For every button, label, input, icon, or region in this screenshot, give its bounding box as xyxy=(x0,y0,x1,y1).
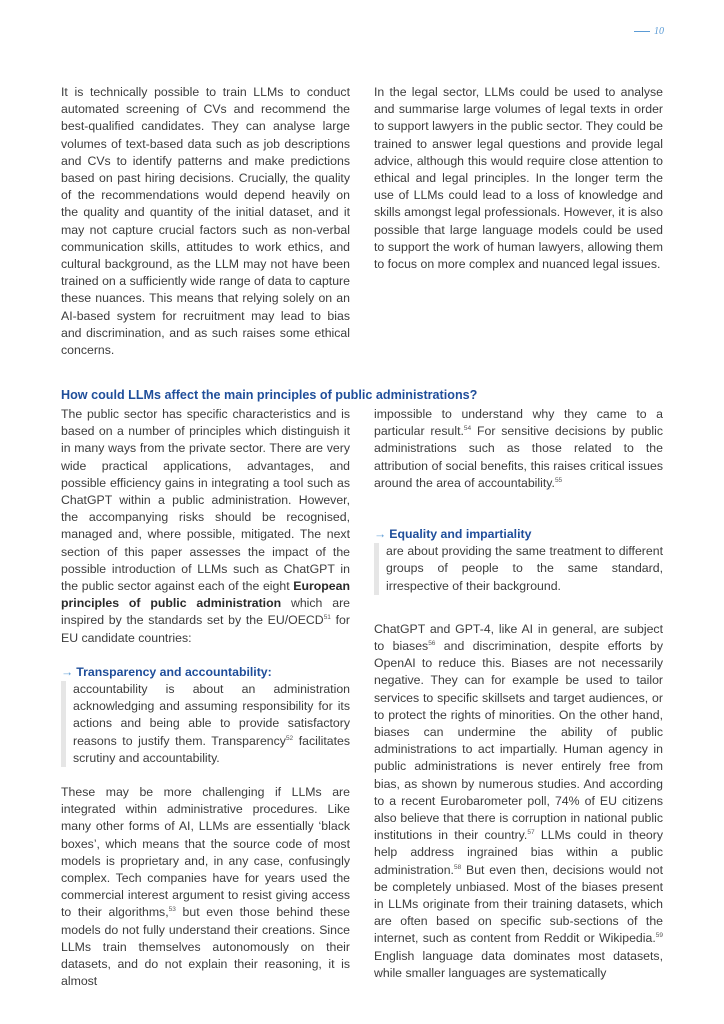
footnote-52: 52 xyxy=(285,734,294,742)
bottom-left-column xyxy=(61,406,350,991)
continuation-text: impossible to understand why they came to a particular result. xyxy=(374,407,663,439)
footnote-59: 59 xyxy=(655,932,663,940)
cv-screening-paragraph: It is technically possible to train LLMs to conduct automated screening of CVs and recommend the best-qualified candidates. They can analyse large volumes of text-based data such as job descriptions and CVs to identify patterns and make predictions based on past hiring decisions. Crucially, the quality of the recommendations would depend heavily on the quality and quantity of the initial dataset, and it may not capture crucial factors such as non-verbal communication skills, attitudes to work ethics, and cultural background, as the LLM may not have been trained on a sufficiently wide range of data to capture these nuances. This means that relying solely on an AI-based system for recruitment may lead to bias and discrimination, and as such raises some ethical concerns. xyxy=(61,85,350,358)
equality-heading xyxy=(374,526,663,543)
transparency-definition xyxy=(61,681,350,767)
intro-text-3: for EU candidate countries: xyxy=(61,613,350,645)
transparency-definition-text: accountability is about an administration acknowledging and assuming responsibility for its actions and being able to provide satisfactory reasons to justify them. Transparency xyxy=(73,682,350,748)
equality-heading-text: Equality and impartiality xyxy=(389,527,532,542)
black-box-paragraph xyxy=(61,784,350,990)
footnote-55: 55 xyxy=(554,476,563,484)
bias-text-2: and discrimination, despite efforts by OpenAI to reduce this. Biases are not necessarily negative. They can for example be used to tailor services to specific skillsets and target audiences, or to protect the rights of minorities. On the other hand, biases can undermine the ability of public administrations to act impartially. Human agency in public administrations is never entirely free from bias, as shown by numerous studies. And according to a recent Eurobarometer poll, 74% of EU citizens also believe that there is corruption in national public institutions in their country. xyxy=(374,639,664,843)
footnote-56: 56 xyxy=(428,639,436,647)
equality-definition-text: are about providing the same treatment to different groups of people to the same standard, irrespective of their background. xyxy=(386,544,663,593)
footnote-58: 58 xyxy=(453,863,462,871)
legal-sector-paragraph: In the legal sector, LLMs could be used to analyse and summarise large volumes of legal texts in order to support lawyers in the public sector. They could be trained to answer legal questions and provide legal advice, although this would require close attention to ethical and legal principles. In the longer term the use of LLMs could lead to a loss of knowledge and skills amongst legal professionals. However, it is also possible that large language models could be used to support the work of human lawyers, allowing them to focus on more complex and nuanced legal issues. xyxy=(374,85,663,272)
bottom-right-column xyxy=(374,406,663,982)
bias-text-4: But even then, decisions would not be completely unbiased. Most of the biases present in LLMs originate from their training datasets, which are often based on specific sub-sections of the internet, such as content from Reddit or Wikipedia. xyxy=(374,862,663,946)
footnote-57: 57 xyxy=(527,829,535,837)
page-number xyxy=(634,26,664,37)
black-box-text-end: but even those behind these models do not fully understand their creations. Since LLMs train themselves autonomously on their datasets, and do not explain their reasoning, it is almost xyxy=(61,905,351,989)
continuation-text-2: For sensitive decisions by public administrations such as those related to the attribution of social benefits, this raises critical issues around the area of accountability. xyxy=(374,424,663,490)
intro-text-1: The public sector has specific characteristics and is based on a number of principles which distinguish it in many ways from the private sector. There are very wide practical applications, advantages, and possible efficiency gains in integrating a tool such as ChatGPT within a public administration. However, the accompanying risks should be recognised, managed and, where possible, mitigated. The next section of this paper assesses the impact of the possible introduction of LLMs such as ChatGPT in the public sector against each of the eight xyxy=(61,407,350,594)
intro-paragraph xyxy=(61,406,350,647)
transparency-heading-text: Transparency and accountability: xyxy=(76,664,272,679)
footnote-54: 54 xyxy=(463,425,472,433)
footnote-51: 51 xyxy=(323,614,331,622)
arrow-right-icon: → xyxy=(374,527,387,542)
section-heading: How could LLMs affect the main principles of public administrations? xyxy=(61,388,478,402)
transparency-heading xyxy=(61,664,350,681)
bias-text-1: ChatGPT and GPT-4, like AI in general, are subject to biases xyxy=(374,621,663,654)
transparency-definition-end: facilitates scrutiny and accountability. xyxy=(73,733,350,765)
bias-text-3: LLMs could in theory help address ingrained bias within a public administration. xyxy=(374,828,663,877)
bias-paragraph xyxy=(374,621,663,982)
page-number-text: 10 xyxy=(654,26,664,37)
continuation-paragraph xyxy=(374,406,663,492)
page-number-rule xyxy=(634,31,650,32)
top-right-column xyxy=(374,84,663,273)
arrow-right-icon: → xyxy=(61,664,74,679)
footnote-53: 53 xyxy=(168,906,176,914)
intro-bold-principles: European principles of public administration xyxy=(61,579,350,611)
equality-definition xyxy=(374,543,663,595)
black-box-text: These may be more challenging if LLMs are integrated within administrative procedures. Like many other forms of AI, LLMs are essentially ‘black boxes’, which means that the source code of most models is proprietary and, in any case, confusingly complex. Tech companies have for years used the commercial interest argument to resist giving access to their algorithms, xyxy=(61,785,350,920)
intro-text-2: which are inspired by the standards set by the EU/OECD xyxy=(61,596,351,628)
bias-text-5: English language data dominates most datasets, while smaller languages are systematically xyxy=(374,948,663,980)
top-left-column xyxy=(61,84,350,359)
